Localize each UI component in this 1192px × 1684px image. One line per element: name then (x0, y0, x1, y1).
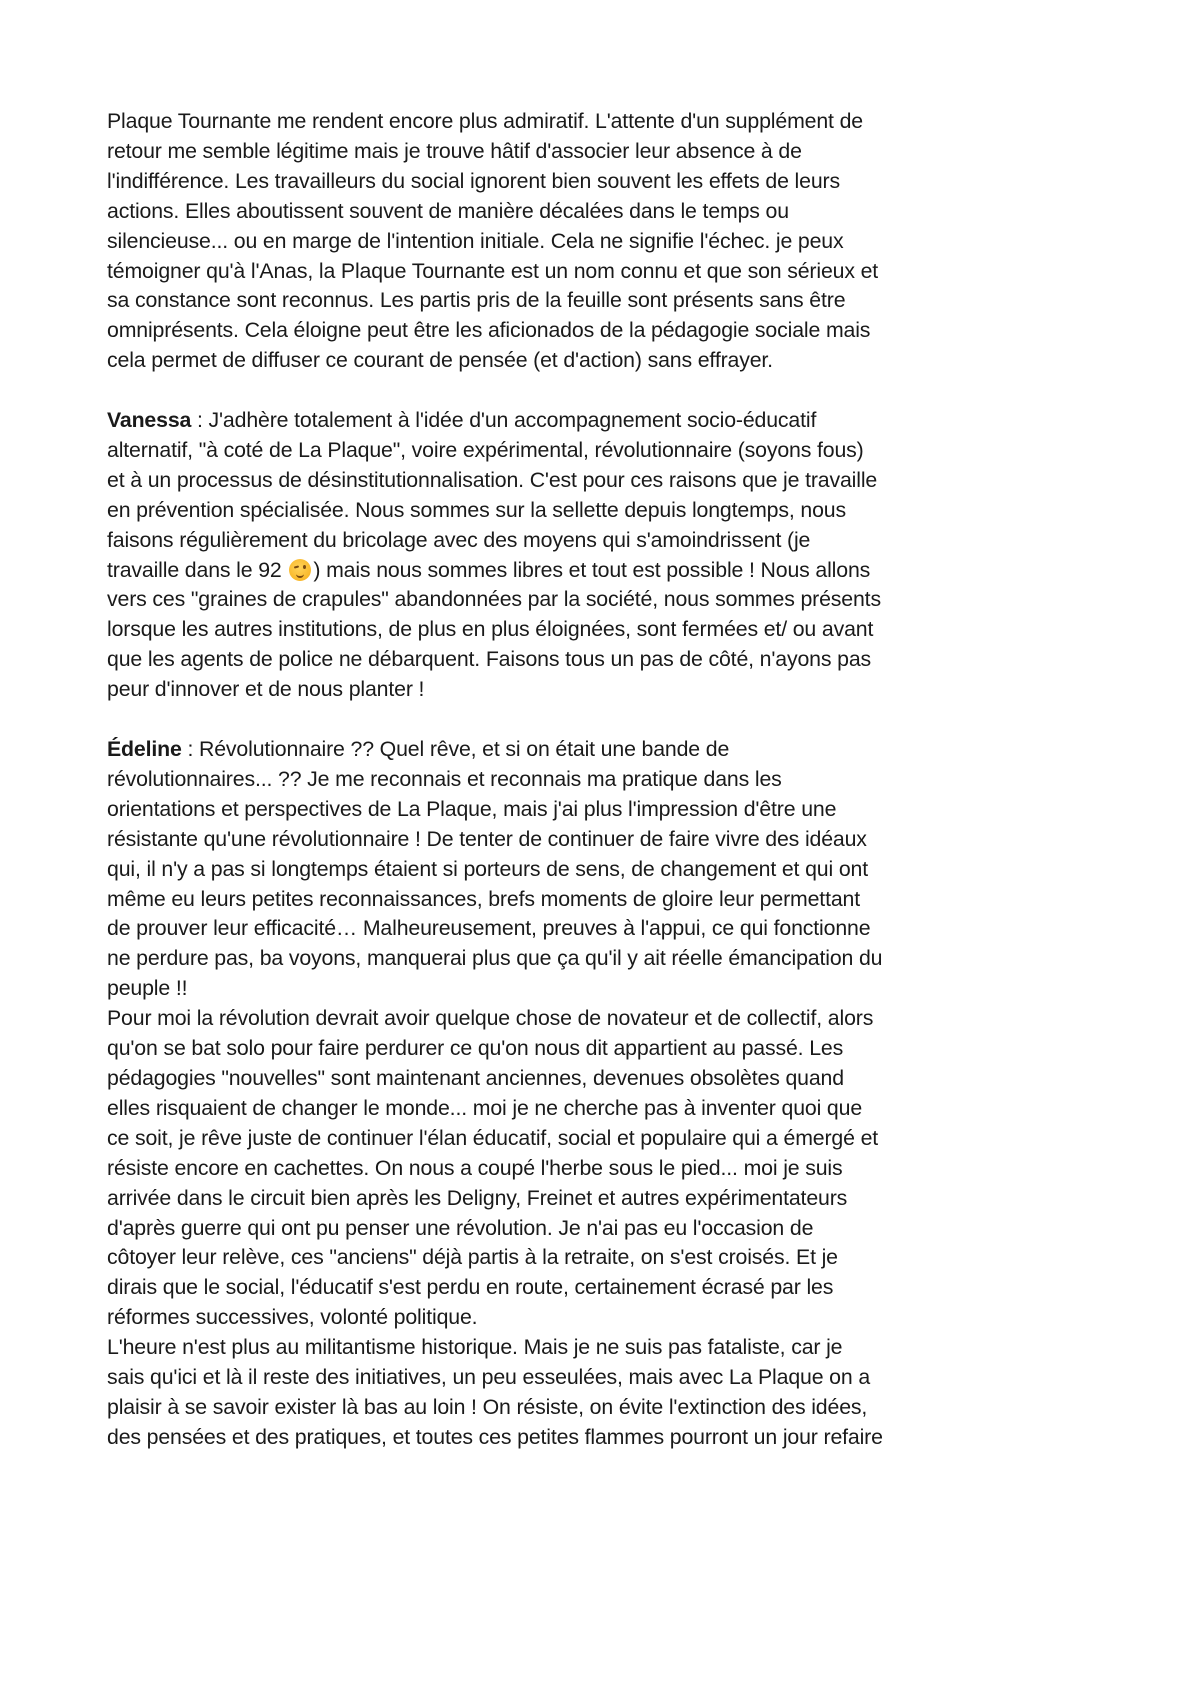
text-line: résiste encore en cachettes. On nous a coupé l'herbe sous le pied... moi je suis (107, 1155, 843, 1180)
text-run: : Révolutionnaire ?? Quel rêve, et si on était une bande de (181, 737, 730, 761)
speaker-name: Édeline (107, 737, 182, 761)
text-line: en prévention spécialisée. Nous sommes sur la sellette depuis longtemps, nous (107, 497, 846, 522)
paragraph-gap (107, 705, 1107, 735)
text-line: ne perdure pas, ba voyons, manquerai plus que ça qu'il y ait réelle émancipation du (107, 946, 883, 971)
edeline-paragraph (107, 735, 1107, 1453)
intro-paragraph (107, 107, 1107, 376)
text-line (107, 556, 1107, 586)
text-line: même eu leurs petites reconnaissances, brefs moments de gloire leur permettant (107, 886, 860, 911)
text-line: Pour moi la révolution devrait avoir quelque chose de novateur et de collectif, alors (107, 1006, 874, 1031)
text-run: ) mais nous sommes libres et tout est possible ! Nous allons (313, 557, 871, 582)
text-line: orientations et perspectives de La Plaque, mais j'ai plus l'impression d'être une (107, 796, 837, 821)
text-line: l'indifférence. Les travailleurs du social ignorent bien souvent les effets de leurs (107, 168, 840, 193)
speaker-name: Vanessa (107, 408, 192, 433)
text-line: Plaque Tournante me rendent encore plus admiratif. L'attente d'un supplément de (107, 109, 863, 133)
text-line: alternatif, "à coté de La Plaque", voire expérimental, révolutionnaire (soyons fous) (107, 437, 864, 462)
text-run: travaille dans le 92 (107, 557, 288, 582)
text-line: silencieuse... ou en marge de l'intention initiale. Cela ne signifie l'échec. je peux (107, 228, 844, 253)
text-line: révolutionnaires... ?? Je me reconnais et reconnais ma pratique dans les (107, 766, 782, 791)
text-line: côtoyer leur relève, ces "anciens" déjà partis à la retraite, on s'est croisés. Et je (107, 1245, 838, 1270)
text-line: arrivée dans le circuit bien après les Deligny, Freinet et autres expérimentateurs (107, 1185, 848, 1210)
text-line: sais qu'ici et là il reste des initiatives, un peu esseulées, mais avec La Plaque on a (107, 1365, 871, 1390)
text-line: sa constance sont reconnus. Les partis pris de la feuille sont présents sans être (107, 288, 846, 313)
text-line: plaisir à se savoir exister là bas au loin ! On résiste, on évite l'extinction des idées, (107, 1394, 868, 1419)
text-line: ce soit, je rêve juste de continuer l'élan éducatif, social et populaire qui a émergé et (107, 1125, 879, 1150)
paragraph-gap (107, 376, 1107, 406)
text-line: cela permet de diffuser ce courant de pensée (et d'action) sans effrayer. (107, 348, 773, 373)
winking-face-icon (289, 559, 311, 581)
text-line: d'après guerre qui ont pu penser une révolution. Je n'ai pas eu l'occasion de (107, 1215, 814, 1240)
text-line: lorsque les autres institutions, de plus en plus éloignées, sont fermées et/ ou avant (107, 617, 874, 642)
text-line: vers ces "graines de crapules" abandonnées par la société, nous sommes présents (107, 587, 881, 612)
text-line (107, 406, 1107, 436)
text-line: dirais que le social, l'éducatif s'est perdu en route, certainement écrasé par les (107, 1275, 834, 1300)
document-page (107, 107, 1107, 1453)
text-line: omniprésents. Cela éloigne peut être les aficionados de la pédagogie sociale mais (107, 318, 871, 343)
text-line: résistante qu'une révolutionnaire ! De tenter de continuer de faire vivre des idéaux (107, 826, 867, 851)
text-line: et à un processus de désinstitutionnalisation. C'est pour ces raisons que je travaille (107, 467, 878, 492)
text-line: pédagogies "nouvelles" sont maintenant anciennes, devenues obsolètes quand (107, 1065, 844, 1090)
text-line: peur d'innover et de nous planter ! (107, 677, 425, 702)
text-line: qui, il n'y a pas si longtemps étaient si porteurs de sens, de changement et qui ont (107, 856, 868, 881)
text-line: peuple !! (107, 976, 188, 1001)
vanessa-paragraph (107, 406, 1107, 705)
text-line: témoigner qu'à l'Anas, la Plaque Tournante est un nom connu et que son sérieux et (107, 258, 879, 283)
text-line: faisons régulièrement du bricolage avec des moyens qui s'amoindrissent (je (107, 527, 811, 552)
text-line: elles risquaient de changer le monde... moi je ne cherche pas à inventer quoi que (107, 1095, 863, 1120)
text-line: L'heure n'est plus au militantisme historique. Mais je ne suis pas fataliste, car je (107, 1335, 843, 1360)
text-line: qu'on se bat solo pour faire perdurer ce qu'on nous dit appartient au passé. Les (107, 1036, 844, 1061)
text-line: retour me semble légitime mais je trouve hâtif d'associer leur absence à de (107, 138, 802, 163)
text-line: actions. Elles aboutissent souvent de manière décalées dans le temps ou (107, 198, 789, 223)
text-run: : J'adhère totalement à l'idée d'un accompagnement socio-éducatif (191, 408, 817, 433)
text-line (107, 735, 1107, 765)
text-line: de prouver leur efficacité… Malheureusement, preuves à l'appui, ce qui fonctionne (107, 916, 871, 941)
text-line: des pensées et des pratiques, et toutes ces petites flammes pourront un jour refaire (107, 1424, 883, 1449)
text-line: réformes successives, volonté politique. (107, 1305, 478, 1330)
text-line: que les agents de police ne débarquent. Faisons tous un pas de côté, n'ayons pas (107, 647, 872, 672)
